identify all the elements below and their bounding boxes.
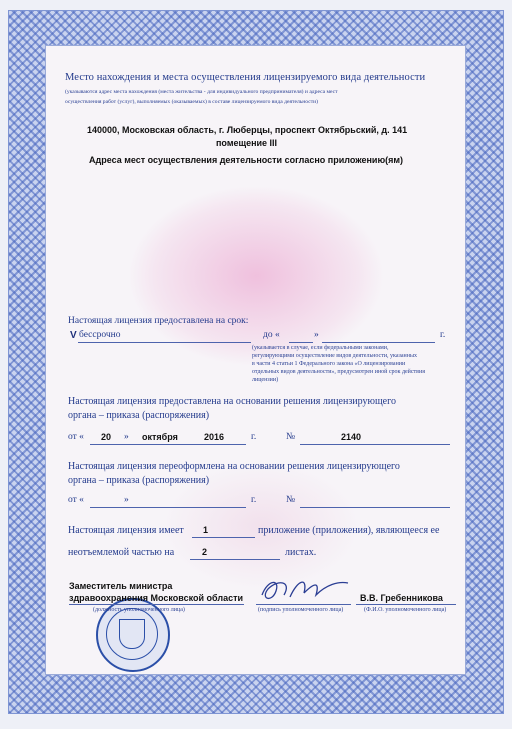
reissue-from: от « xyxy=(68,495,84,505)
signer-position-1: Заместитель министра xyxy=(69,581,173,591)
basis-year-suffix: г. xyxy=(251,432,257,442)
attachments-suffix: приложение (приложения), являющееся ее xyxy=(258,525,440,536)
basis-date-line xyxy=(90,444,246,445)
basis-num-sign: № xyxy=(286,432,296,442)
basis-day: 20 xyxy=(101,432,112,442)
term-month-line xyxy=(322,342,435,343)
basis-number: 2140 xyxy=(341,432,362,442)
term-check: V xyxy=(70,330,77,341)
term-note-2: регулирующими осуществление видов деятельности, указанных xyxy=(252,353,418,359)
name-note: (Ф.И.О. уполномоченного лица) xyxy=(364,607,447,613)
attachments-pages-line xyxy=(190,559,280,560)
basis-close: » xyxy=(124,432,129,442)
term-until-close: » xyxy=(314,330,319,340)
reissue-close: » xyxy=(124,495,129,505)
term-label: Настоящая лицензия предоставлена на срок: xyxy=(68,316,249,326)
reissue-number-line xyxy=(300,507,450,508)
name-line xyxy=(356,604,456,605)
term-value: бессрочно xyxy=(79,330,121,340)
signature-line xyxy=(256,604,351,605)
basis-year: 2016 xyxy=(204,432,225,442)
term-year-suffix: г. xyxy=(440,330,446,340)
attachments-suffix-2: листах. xyxy=(285,547,317,558)
position-note: (должность уполномоченного лица) xyxy=(93,607,185,613)
reissue-date-line xyxy=(90,507,246,508)
term-note-3: в части 4 статьи 1 Федерального закона «О лицензировании xyxy=(252,361,406,367)
position-line xyxy=(69,604,244,605)
signer-position-2: здравоохранения Московской области xyxy=(69,593,244,603)
reissue-line-1: Настоящая лицензия переоформлена на основании решения лицензирующего xyxy=(68,461,400,472)
term-note-4: отдельных видов деятельности», предусмотрен иной срок действия xyxy=(252,369,425,375)
basis-line-1: Настоящая лицензия предоставлена на основании решения лицензирующего xyxy=(68,396,396,407)
attachments-count: 1 xyxy=(203,525,209,535)
heading-note-2: осуществления работ (услуг), выполняемых (оказываемых) в составе лицензируемого вида деятельности) xyxy=(65,99,319,105)
attachments-prefix: Настоящая лицензия имеет xyxy=(68,525,184,536)
address-line-1: 140000, Московская область, г. Люберцы, проспект Октябрьский, д. 141 xyxy=(87,125,408,135)
signer-name: В.В. Гребенникова xyxy=(360,593,443,603)
basis-line-2: органа – приказа (распоряжения) xyxy=(68,410,210,421)
term-line-1 xyxy=(78,342,251,343)
handwritten-signature xyxy=(256,573,354,607)
term-day-line xyxy=(289,342,313,343)
attachments-pages: 2 xyxy=(202,547,208,557)
attachments-prefix-2: неотъемлемой частью на xyxy=(68,547,175,558)
reissue-year-suffix: г. xyxy=(251,495,257,505)
basis-from: от « xyxy=(68,432,84,442)
term-note-1: (указывается в случае, если федеральными законами, xyxy=(252,345,389,351)
basis-number-line xyxy=(300,444,450,445)
reissue-line-2: органа – приказа (распоряжения) xyxy=(68,475,210,486)
basis-month: октября xyxy=(142,432,178,442)
attachments-count-line xyxy=(192,537,255,538)
signature-note: (подпись уполномоченного лица) xyxy=(258,607,344,613)
address-line-3: Адреса мест осуществления деятельности согласно приложению(ям) xyxy=(89,155,404,165)
heading-title: Место нахождения и места осуществления лицензируемого вида деятельности xyxy=(65,72,426,83)
term-note-5: лицензии) xyxy=(252,377,279,383)
term-until: до « xyxy=(263,330,280,340)
heading-note-1: (указываются адрес места нахождения (места жительства - для индивидуального предпринимателя) и адреса мест xyxy=(65,89,338,95)
address-line-2: помещение III xyxy=(216,138,278,148)
reissue-num-sign: № xyxy=(286,495,296,505)
